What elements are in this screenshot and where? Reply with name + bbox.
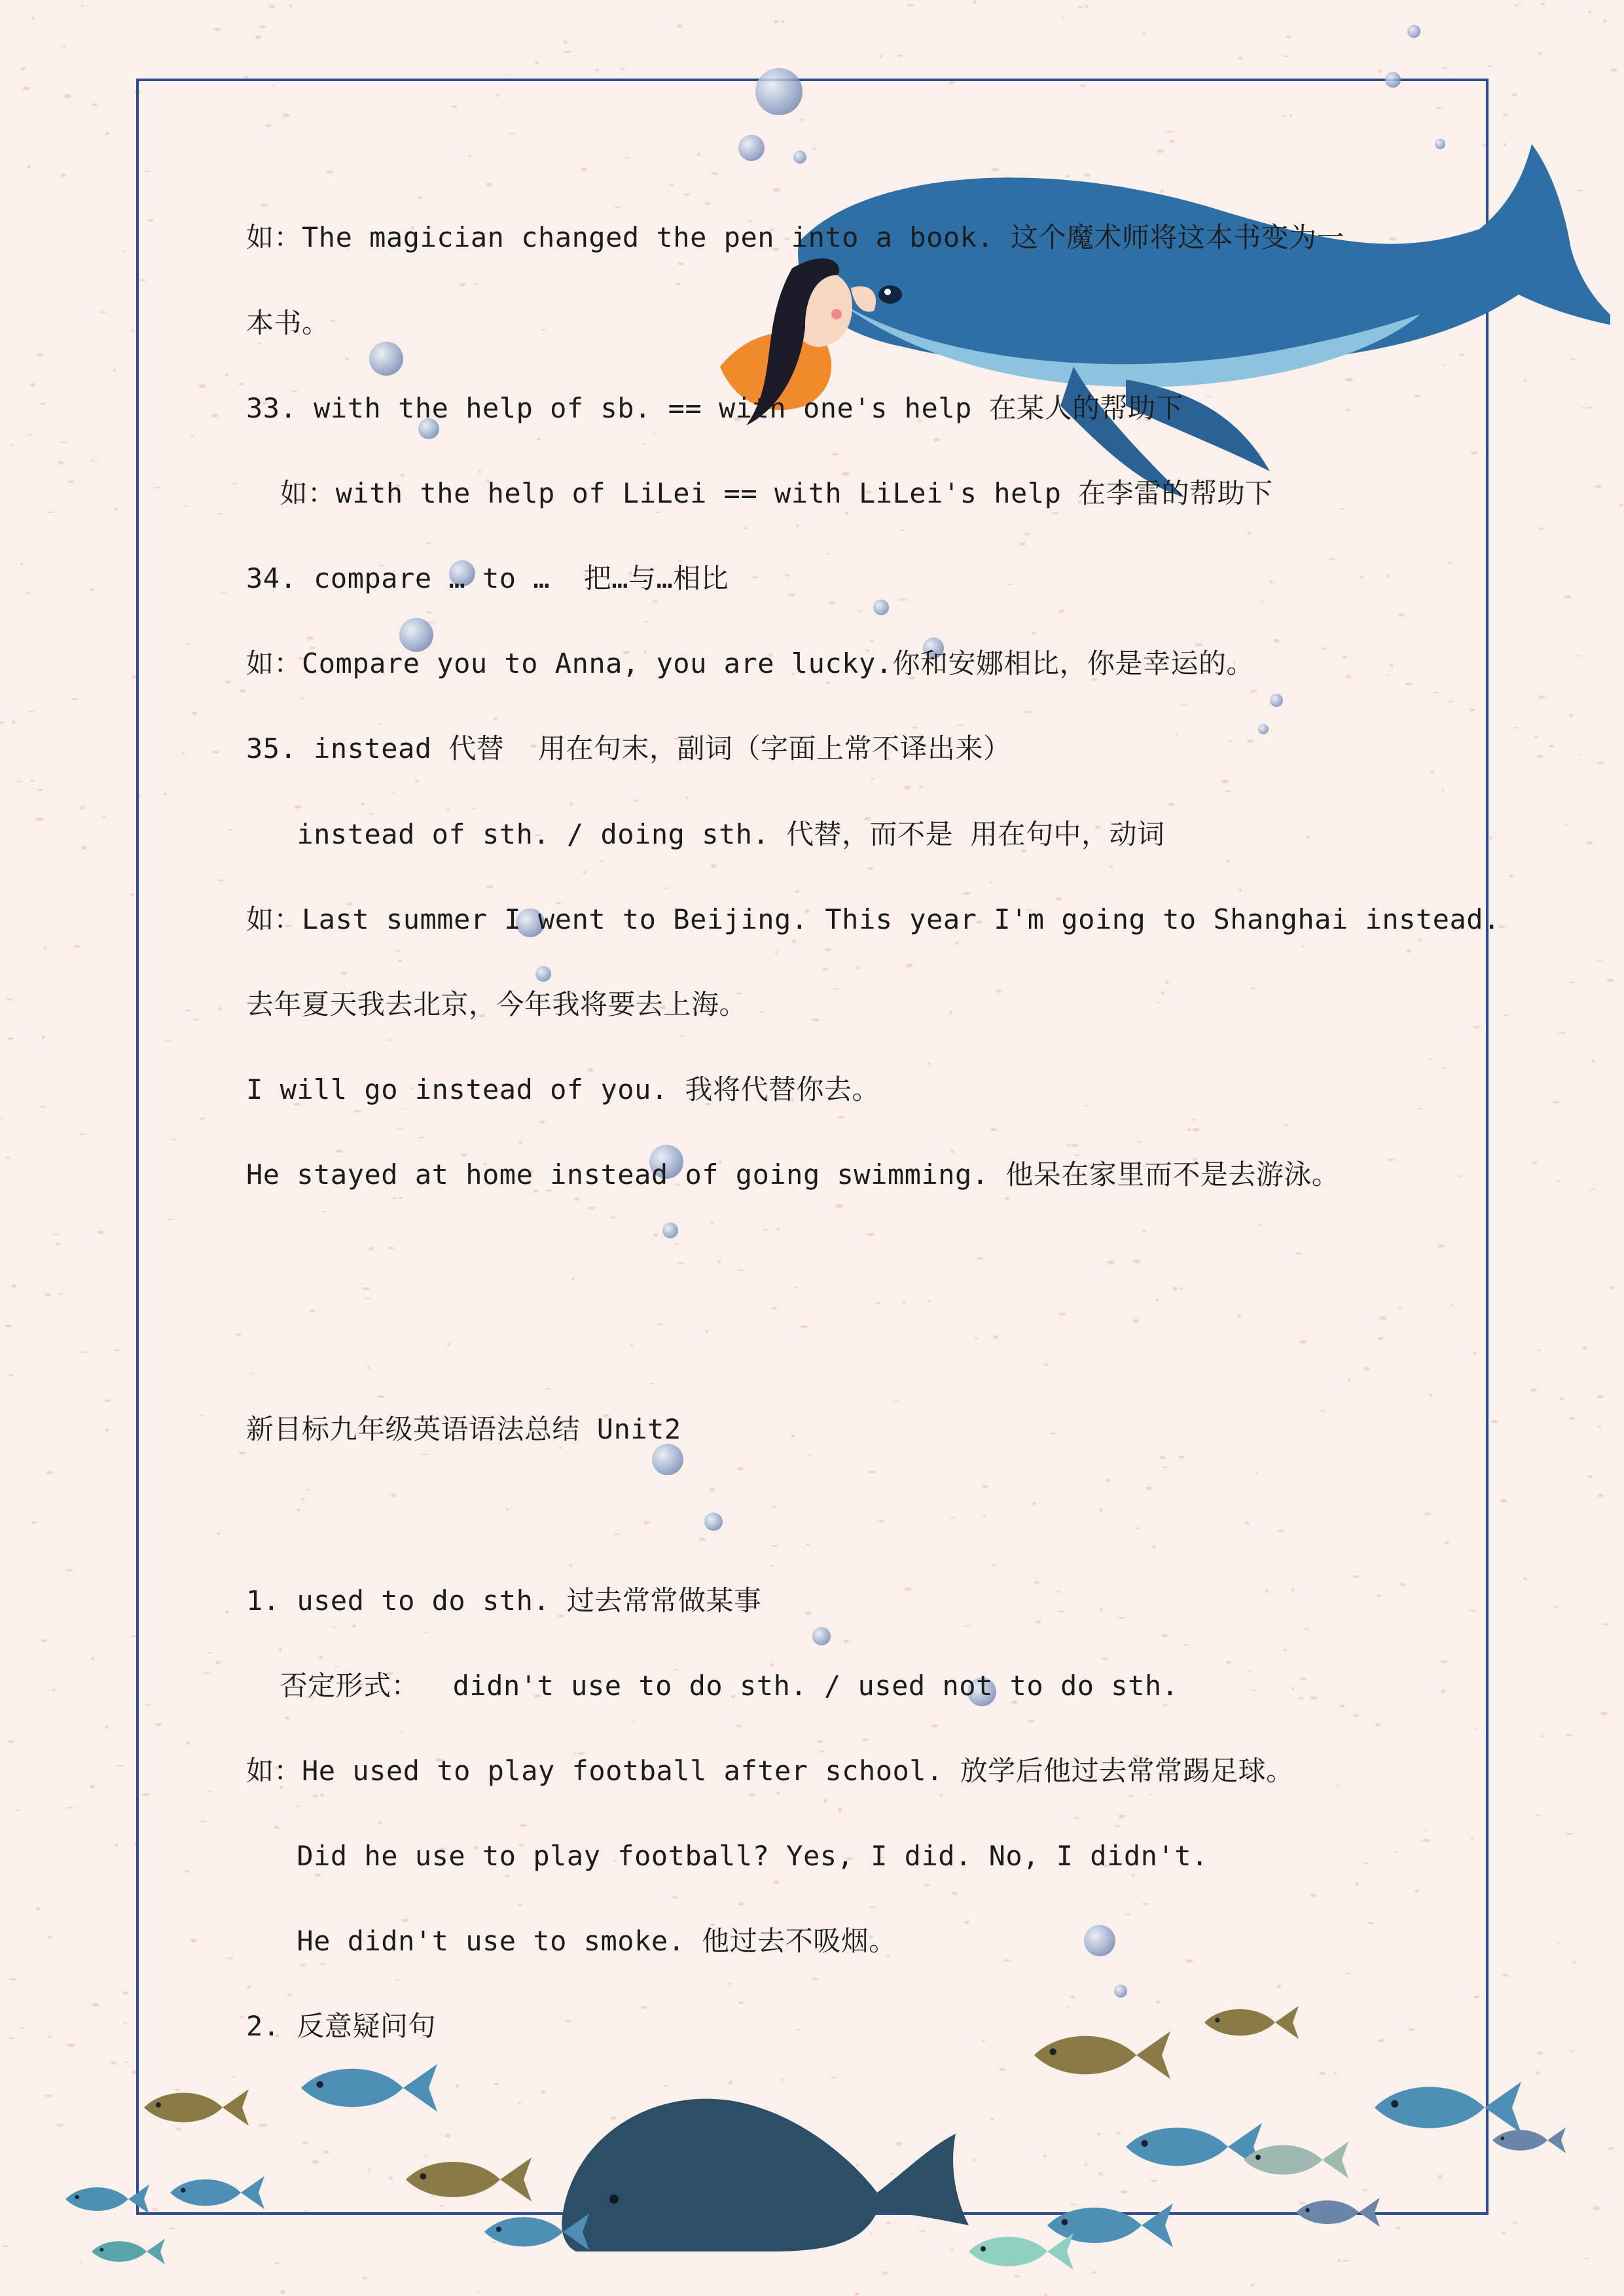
text-line: 如：The magician changed the pen into a book. 这个魔术师将这本书变为一 — [246, 221, 1345, 253]
speckle — [27, 434, 32, 436]
speckle — [973, 0, 976, 3]
speckle — [1565, 1734, 1573, 1736]
speckle — [12, 1284, 16, 1287]
bubble — [535, 966, 551, 982]
speckle — [27, 165, 31, 169]
fish-icon — [969, 2233, 1074, 2270]
speckle — [81, 5, 84, 7]
speckle — [60, 442, 67, 443]
bottom-whale-illustration — [562, 2099, 969, 2251]
speckle — [1523, 1577, 1526, 1581]
speckle — [1619, 504, 1623, 507]
text-line: 1. used to do sth. 过去常常做某事 — [246, 1585, 762, 1617]
speckle — [56, 1243, 60, 1246]
speckle — [63, 94, 71, 98]
speckle — [104, 1399, 111, 1402]
speckle — [16, 781, 22, 782]
fish-icon — [144, 2089, 249, 2126]
speckle — [90, 588, 95, 591]
speckle — [268, 5, 276, 9]
speckle — [122, 1992, 128, 1994]
fish-icon — [65, 2185, 149, 2214]
speckle — [20, 67, 25, 70]
speckle — [30, 383, 35, 387]
speckle — [44, 947, 46, 950]
speckle — [1044, 2293, 1047, 2296]
speckle — [1502, 1974, 1509, 1977]
speckle — [1600, 1712, 1607, 1715]
bubble — [369, 342, 403, 376]
speckle — [1565, 1833, 1572, 1835]
speckle — [899, 54, 903, 56]
text-line: 2. 反意疑问句 — [246, 2010, 436, 2042]
speckle — [1500, 1499, 1507, 1503]
speckle — [1143, 32, 1146, 34]
speckle — [45, 2094, 52, 2097]
speckle — [1085, 5, 1089, 8]
text-line: 33. with the help of sb. == with one's help 在某人的帮助下 — [246, 392, 1184, 424]
speckle — [1511, 94, 1517, 97]
speckle — [58, 461, 63, 465]
bubble — [1385, 72, 1401, 88]
speckle — [40, 403, 45, 404]
speckle — [31, 17, 34, 20]
speckle — [105, 1428, 109, 1431]
speckle — [74, 945, 80, 948]
speckle — [23, 86, 30, 90]
speckle — [92, 1657, 95, 1660]
speckle — [20, 2028, 25, 2029]
speckle — [59, 1293, 62, 1295]
speckle — [41, 1640, 47, 1643]
speckle — [12, 720, 15, 724]
speckle — [9, 1374, 14, 1376]
speckle — [1541, 3, 1545, 5]
speckle — [1555, 1605, 1559, 1608]
speckle — [1283, 55, 1288, 57]
speckle — [1569, 713, 1573, 717]
bubble — [1084, 1925, 1115, 1956]
speckle — [1542, 1735, 1545, 1737]
speckle — [36, 1907, 40, 1910]
speckle — [535, 62, 538, 65]
speckle — [37, 789, 43, 791]
speckle — [1597, 762, 1604, 764]
text-line: 如：with the help of LiLei == with LiLei's help 在李雷的帮助下 — [246, 477, 1273, 509]
speckle — [781, 20, 784, 23]
speckle — [3, 2246, 9, 2248]
bubble — [873, 600, 889, 615]
bubble — [793, 151, 806, 164]
speckle — [1062, 17, 1064, 19]
speckle — [1557, 1943, 1560, 1945]
text-line: 如：Compare you to Anna, you are lucky.你和安娜相比，你是幸运的。 — [246, 647, 1255, 679]
speckle — [1530, 1389, 1537, 1392]
speckle — [854, 2293, 859, 2296]
speckle — [595, 69, 599, 71]
text-line: I will go instead of you. 我将代替你去。 — [246, 1073, 880, 1105]
fish-icon — [1204, 2006, 1299, 2039]
speckle — [26, 592, 29, 594]
text-line: 否定形式： didn't use to do sth. / used not to do sth. — [246, 1670, 1179, 1702]
speckle — [505, 74, 508, 75]
speckle — [1509, 875, 1514, 877]
speckle — [1537, 1350, 1542, 1351]
speckle — [1491, 1420, 1498, 1424]
speckle — [92, 103, 98, 106]
speckle — [16, 1810, 20, 1811]
speckle — [1609, 1285, 1614, 1289]
speckle — [1578, 655, 1581, 657]
speckle — [48, 1936, 51, 1939]
speckle — [1443, 67, 1447, 69]
speckle — [91, 460, 94, 462]
speckle — [1582, 1347, 1587, 1350]
speckle — [1538, 696, 1545, 699]
speckle — [1489, 836, 1492, 839]
speckle — [1537, 52, 1542, 56]
speckle — [1602, 1623, 1609, 1625]
speckle — [115, 1349, 120, 1351]
speckle — [7, 1740, 15, 1743]
speckle — [1593, 2206, 1600, 2210]
speckle — [115, 1843, 118, 1847]
text-line: 本书。 — [246, 307, 330, 339]
text-line: He stayed at home instead of going swimming. 他呆在家里而不是去游泳。 — [246, 1158, 1340, 1191]
speckle — [907, 4, 914, 6]
speckle — [122, 251, 125, 252]
fish-icon — [1126, 2123, 1262, 2171]
speckle — [1537, 755, 1543, 758]
speckle — [1564, 596, 1572, 599]
fish-icon — [1296, 2198, 1380, 2227]
speckle — [1503, 114, 1509, 116]
speckle — [35, 817, 43, 821]
speckle — [1597, 961, 1603, 963]
speckle — [1592, 1059, 1595, 1062]
text-line: 如：He used to play football after school. 放学后他过去常常踢足球。 — [246, 1755, 1294, 1787]
speckle — [1585, 2258, 1589, 2259]
speckle — [81, 806, 85, 810]
speckle — [1534, 736, 1538, 738]
bubble — [1270, 694, 1283, 707]
fish-icon — [92, 2238, 165, 2264]
speckle — [71, 698, 79, 700]
speckle — [1598, 1426, 1602, 1427]
speckle — [105, 1726, 109, 1729]
speckle — [52, 1689, 55, 1691]
speckle — [40, 1106, 47, 1108]
bubble — [1258, 724, 1269, 734]
text-line: Did he use to play football? Yes, I did. No, I didn't. — [246, 1840, 1208, 1872]
speckle — [621, 67, 624, 70]
speckle — [1379, 69, 1381, 73]
speckle — [20, 562, 24, 564]
bubble — [738, 135, 765, 161]
speckle — [564, 50, 571, 53]
bubble — [812, 1627, 831, 1645]
speckle — [1591, 1189, 1595, 1191]
fish-icon — [1244, 2142, 1348, 2178]
speckle — [8, 2037, 14, 2039]
speckle — [99, 312, 107, 314]
speckle — [1557, 1180, 1560, 1183]
speckle — [117, 1765, 123, 1767]
speckle — [10, 444, 13, 446]
speckle — [61, 174, 65, 177]
speckle — [1536, 1815, 1542, 1816]
speckle — [1570, 1417, 1575, 1420]
text-line: He didn't use to smoke. 他过去不吸烟。 — [246, 1925, 897, 1957]
speckle — [0, 721, 4, 723]
speckle — [46, 1471, 54, 1475]
speckle — [255, 35, 261, 39]
speckle — [1285, 35, 1291, 38]
speckle — [131, 329, 134, 331]
speckle — [259, 26, 266, 29]
bubble — [755, 68, 803, 115]
bubble — [662, 1223, 678, 1238]
bottom-sea-illustration — [52, 2003, 1571, 2291]
speckle — [1532, 1161, 1538, 1164]
speckle — [879, 55, 882, 58]
speckle — [1587, 841, 1593, 845]
speckle — [677, 24, 683, 27]
fish-icon — [1034, 2032, 1170, 2079]
speckle — [1597, 1395, 1603, 1398]
blue-whale-illustration — [798, 144, 1610, 497]
fish-icon — [1375, 2082, 1521, 2133]
fish-icon — [301, 2064, 437, 2112]
bubble — [1435, 139, 1445, 149]
speckle — [130, 893, 135, 895]
speckle — [41, 1036, 45, 1039]
speckle — [66, 1807, 74, 1808]
speckle — [63, 45, 66, 48]
speckle — [82, 1352, 89, 1353]
speckle — [1549, 745, 1554, 747]
speckle — [29, 711, 35, 712]
speckle — [31, 1521, 37, 1524]
speckle — [9, 1979, 16, 1981]
fish-icon — [170, 2176, 264, 2209]
speckle — [1569, 982, 1575, 983]
speckle — [1608, 2147, 1614, 2150]
bubble — [1407, 25, 1420, 38]
speckle — [7, 998, 12, 1001]
speckle — [102, 816, 106, 817]
speckle — [79, 1134, 85, 1136]
speckle — [30, 780, 33, 782]
speckle — [114, 508, 117, 511]
speckle — [5, 1325, 12, 1328]
speckle — [564, 40, 568, 43]
speckle — [1589, 10, 1592, 14]
speckle — [47, 512, 54, 513]
speckle — [774, 20, 779, 23]
speckle — [214, 27, 221, 31]
speckle — [1598, 1494, 1604, 1498]
text-line: 如：Last summer I went to Beijing. This year I'm going to Shanghai instead. — [246, 903, 1500, 935]
speckle — [1488, 65, 1492, 67]
speckle — [45, 1293, 51, 1297]
speckle — [90, 1785, 95, 1789]
speckle — [1573, 1960, 1576, 1964]
speckle — [65, 1569, 73, 1571]
speckle — [1611, 69, 1617, 71]
speckle — [105, 132, 110, 135]
speckle — [1606, 979, 1614, 982]
bubble — [1114, 1984, 1127, 1998]
speckle — [113, 369, 117, 372]
speckle — [1603, 20, 1607, 23]
speckle — [1558, 1032, 1566, 1034]
speckle — [98, 1230, 103, 1234]
bubble — [652, 1444, 683, 1475]
speckle — [1077, 6, 1083, 8]
fish-icon — [406, 2157, 532, 2201]
text-line: 去年夏天我去北京，今年我将要去上海。 — [246, 988, 748, 1020]
speckle — [1565, 824, 1568, 825]
speckle — [1578, 754, 1580, 755]
speckle — [1560, 1397, 1564, 1399]
speckle — [6, 1157, 10, 1159]
bubble — [704, 1513, 723, 1531]
speckle — [1553, 1101, 1559, 1103]
fish-icon — [1492, 2127, 1566, 2153]
speckle — [1587, 1475, 1593, 1477]
speckle — [53, 1234, 59, 1235]
speckle — [477, 2292, 480, 2293]
speckle — [81, 846, 86, 850]
text-line: 35. instead 代替 用在句末，副词（字面上常不译出来） — [246, 732, 1011, 764]
speckle — [48, 2036, 52, 2038]
text-line: 34. compare … to … 把…与…相比 — [246, 562, 729, 594]
speckle — [1513, 727, 1517, 728]
speckle — [68, 480, 74, 482]
speckle — [7, 1037, 13, 1040]
speckle — [1503, 1014, 1509, 1016]
text-line: instead of sth. / doing sth. 代替，而不是 用在句中，动词 — [246, 818, 1165, 850]
speckle — [0, 1118, 3, 1119]
speckle — [37, 353, 43, 357]
speckle — [1514, 4, 1519, 6]
speckle — [289, 5, 292, 8]
speckle — [1238, 57, 1242, 60]
section-heading: 新目标九年级英语语法总结 Unit2 — [246, 1413, 681, 1445]
